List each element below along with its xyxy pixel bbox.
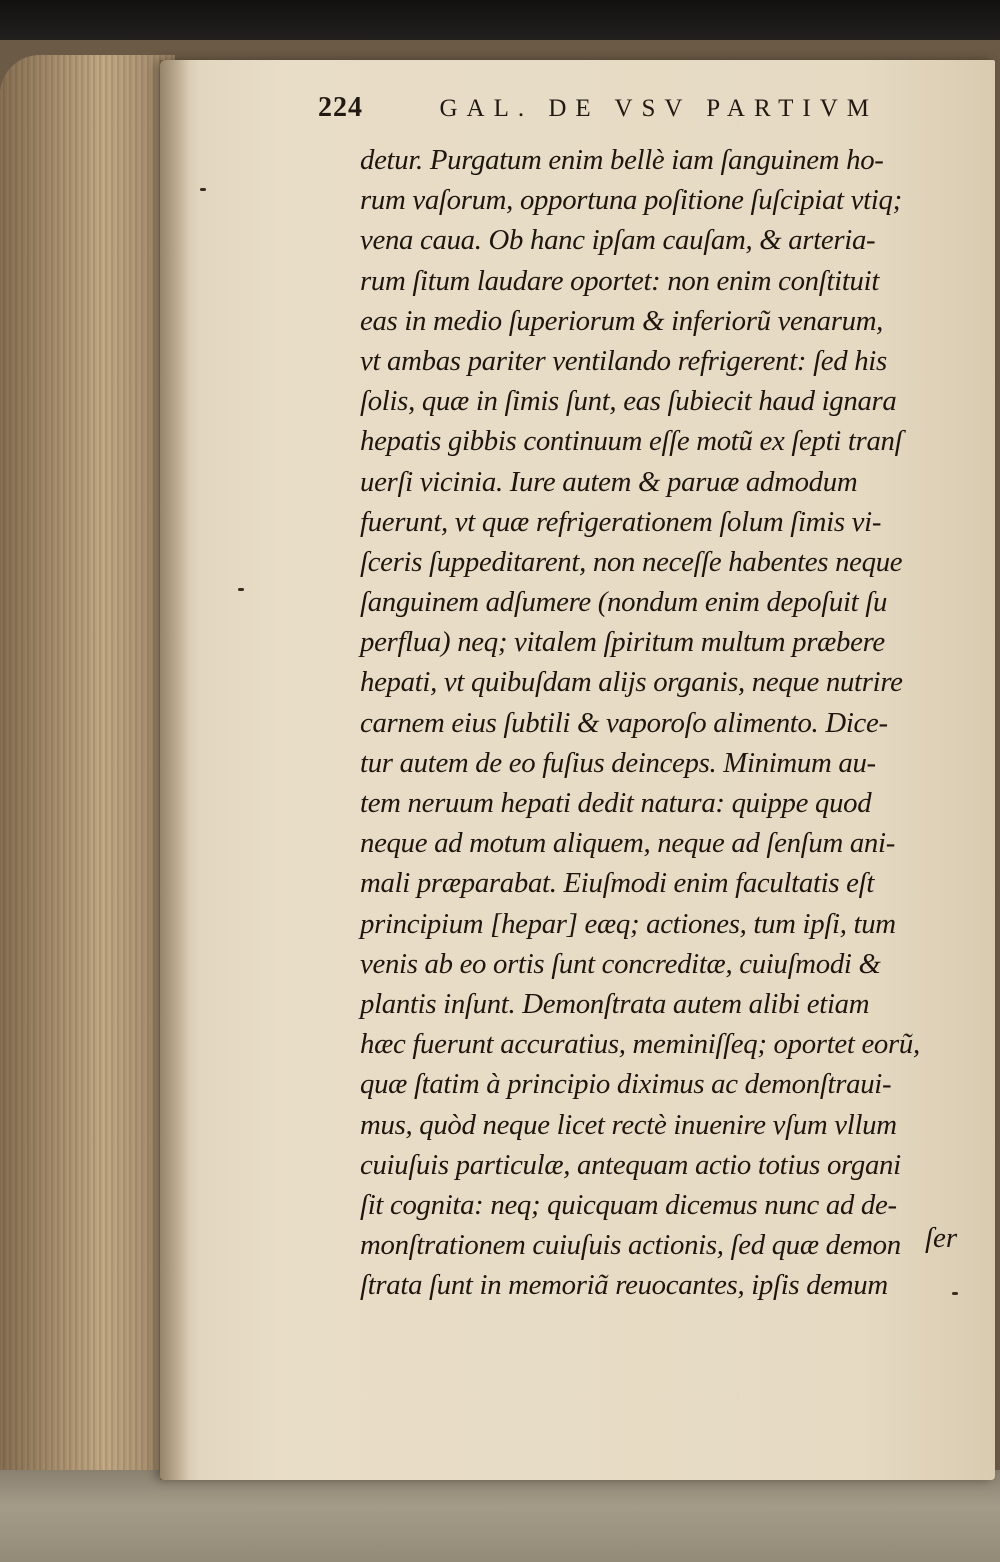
text-line: eas in medio ſuperiorum & inferiorũ venarum,: [360, 304, 884, 337]
text-line: rum ſitum laudare oportet: non enim conſtituit: [360, 264, 880, 297]
text-line: hepati, vt quibuſdam aliјs organis, neque nutrire: [360, 666, 903, 699]
text-line: mus, quòd neque licet rectè inuenire vſum vllum: [360, 1108, 897, 1141]
text-line: hæc fuerunt accuratius, meminiſſeq; oportet eorũ,: [360, 1028, 920, 1061]
text-line: cuiuſuis particulæ, antequam actio totius organi: [360, 1148, 901, 1181]
text-line: vt ambas pariter ventilando refrigerent: ſed his: [360, 344, 887, 377]
text-line: principium [hepar] eæq; actiones, tum ipſi, tum: [360, 907, 896, 940]
text-line: tem neruum hepati dedit natura: quippe quod: [360, 787, 872, 819]
text-line: quæ ſtatim à principio diximus ac demonſtraui-: [360, 1068, 892, 1101]
page-edges: [0, 55, 175, 1515]
text-line: fuerunt, vt quæ refrigerationem ſolum ſimis vi-: [360, 505, 882, 538]
ink-speck: [238, 588, 244, 591]
body-text: [360, 140, 965, 1305]
text-line: venis ab eo ortis ſunt concreditæ, cuiuſmodi &: [360, 947, 881, 980]
text-line: uerſi vicinia. Iure autem & paruæ admodum: [360, 465, 858, 498]
page-header: [318, 92, 878, 132]
page-number: 224: [318, 92, 363, 123]
text-line: hepatis gibbis continuum eſſe motũ ex ſepti tranſ: [360, 425, 903, 458]
text-line: perflua) neq; vitalem ſpiritum multum præbere: [360, 626, 885, 659]
text-line: ſanguinem adſumere (nondum enim depoſuit ſu: [360, 586, 888, 619]
text-line: ſtrata ſunt in memoriã reuocantes, ipſis demum: [360, 1269, 888, 1302]
text-line: ſolis, quæ in ſimis ſunt, eas ſubiecit haud ignara: [360, 385, 897, 418]
text-line: ſit cognita: neq; quicquam dicemus nunc ad de-: [360, 1188, 897, 1221]
text-line: neque ad motum aliquem, neque ad ſenſum ani-: [360, 827, 895, 860]
running-title: GAL. DE VSV PARTIVM: [439, 95, 878, 122]
text-line: ſceris ſuppeditarent, non neceſſe habentes neque: [360, 545, 903, 578]
text-line: tur autem de eo fuſius deinceps. Minimum au-: [360, 746, 876, 779]
text-line: vena caua. Ob hanc ipſam cauſam, & arteria-: [360, 224, 876, 257]
gutter-shadow: [160, 60, 190, 1480]
text-line: rum vaſorum, opportuna poſitione ſuſcipiat vtiq;: [360, 184, 902, 217]
text-line: monſtrationem cuiuſuis actionis, ſed quæ demon: [360, 1229, 901, 1262]
text-line: mali præparabat. Eiuſmodi enim facultatis eſt: [360, 867, 875, 900]
catchword: ſer: [925, 1222, 958, 1254]
text-line: carnem eius ſubtili & vaporoſo alimento. Dice-: [360, 706, 888, 739]
ink-speck: [200, 188, 206, 191]
text-line: detur. Purgatum enim bellè iam ſanguinem ho-: [360, 144, 884, 176]
book-cover-edge: [0, 1470, 1000, 1562]
text-line: plantis inſunt. Demonſtrata autem alibi etiam: [360, 987, 870, 1020]
